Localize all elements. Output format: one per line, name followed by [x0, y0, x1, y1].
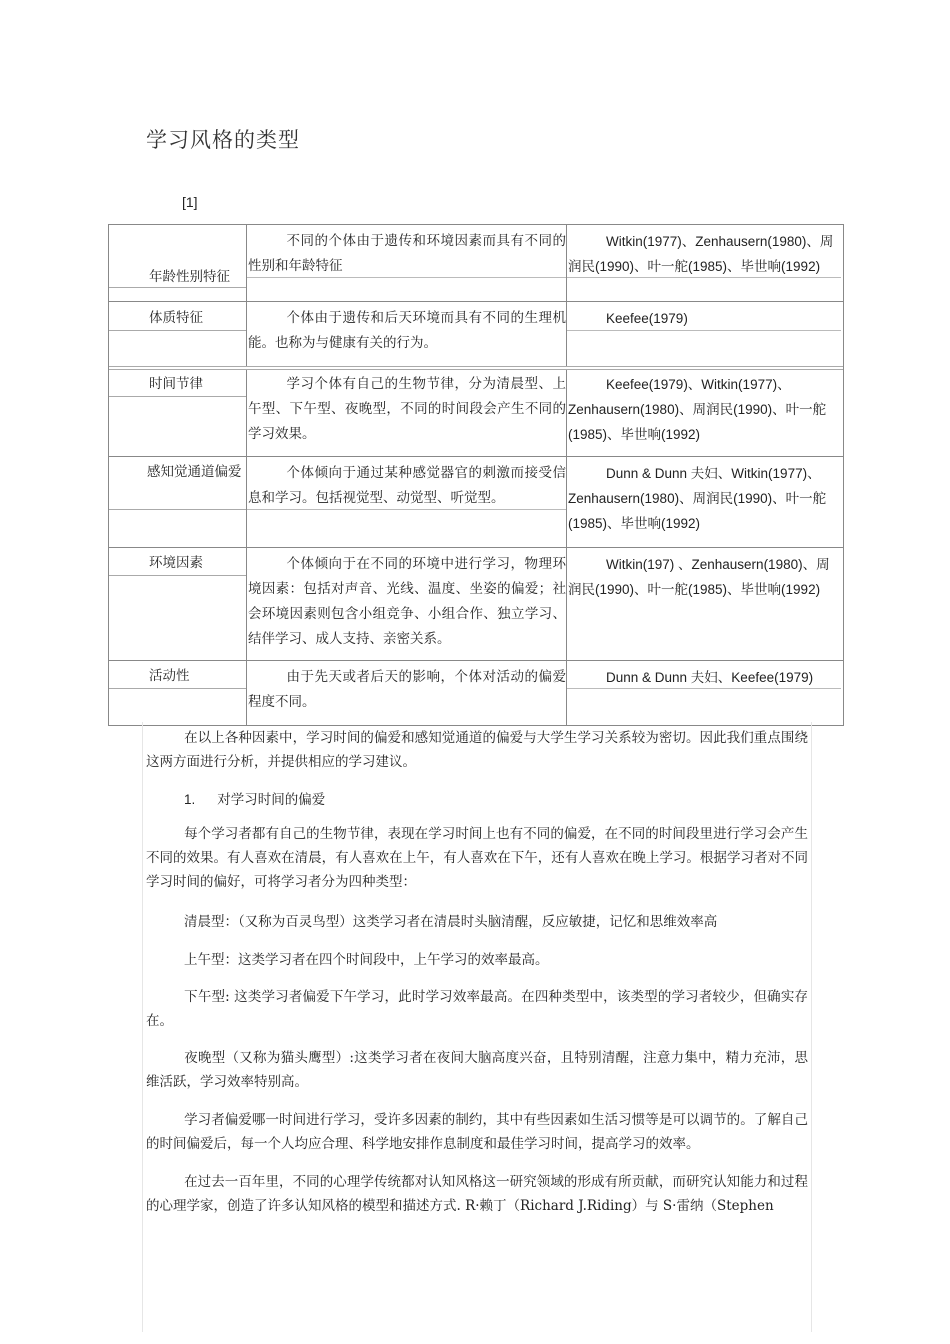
factor-cell: 活动性: [149, 668, 190, 684]
factor-cell: 环境因素: [149, 555, 203, 571]
description-cell: 不同的个体由于遗传和环境因素而具有不同的性别和年龄特征: [248, 233, 566, 274]
table-row: [109, 547, 843, 660]
description-cell: 学习个体有自己的生物节律，分为清晨型、上午型、下午型、夜晚型，不同的时间段会产生不同的学习效果。: [248, 376, 566, 442]
description-cell: 由于先天或者后天的影响，个体对活动的偏爱程度不同。: [248, 669, 566, 710]
paragraph: 清晨型：（又称为百灵鸟型）这类学习者在清晨时头脑清醒，反应敏捷，记忆和思维效率高: [184, 914, 718, 930]
description-cell: 个体由于遗传和后天环境而具有不同的生理机能。也称为与健康有关的行为。: [248, 310, 566, 351]
table-row: [109, 366, 843, 456]
paragraph: 在以上各种因素中，学习时间的偏爱和感知觉通道的偏爱与大学生学习关系较为密切。因此我们重点围绕这两方面进行分析，并提供相应的学习建议。: [146, 730, 808, 770]
section-number: 1.: [184, 792, 196, 807]
description-cell: 个体倾向于通过某种感觉器官的刺激而接受信息和学习。包括视觉型、动觉型、听觉型。: [248, 465, 566, 506]
page-title: 学习风格的类型: [146, 128, 300, 152]
section-heading-text: 对学习时间的偏爱: [217, 792, 326, 808]
factor-cell: 感知觉通道偏爱: [147, 464, 242, 480]
researchers-cell: Keefee(1979)、Witkin(1977)、Zenhausern(1980)、周润民(1990)、叶一舵(1985)、毕世响(1992): [568, 377, 827, 442]
researchers-cell: Witkin(1977)、Zenhausern(1980)、周润民(1990)、叶一舵(1985)、毕世响(1992): [568, 234, 834, 274]
paragraph: 在过去一百年里，不同的心理学传统都对认知风格这一研究领域的形成有所贡献，而研究认知能力和过程的心理学家，创造了许多认知风格的模型和描述方式. R·赖丁（Richard J.Riding）与 S·雷纳（Stephen: [146, 1174, 808, 1214]
description-cell: 个体倾向于在不同的环境中进行学习，物理环境因素：包括对声音、光线、温度、坐姿的偏爱；社会环境因素则包含小组竞争、小组合作、独立学习、结伴学习、成人支持、亲密关系。: [248, 556, 566, 647]
paragraph: 学习者偏爱哪一时间进行学习，受许多因素的制约，其中有些因素如生活习惯等是可以调节的。了解自己的时间偏爱后，每一个人均应合理、科学地安排作息制度和最佳学习时间，提高学习的效率。: [146, 1112, 808, 1152]
paragraph: 上午型：这类学习者在四个时间段中，上午学习的效率最高。: [184, 952, 549, 968]
paragraph: 夜晚型（又称为猫头鹰型）:这类学习者在夜间大脑高度兴奋，且特别清醒，注意力集中，精力充沛，思维活跃，学习效率特别高。: [146, 1050, 808, 1090]
factor-cell: 体质特征: [149, 310, 203, 326]
table-row: [109, 456, 843, 547]
paragraph: 每个学习者都有自己的生物节律，表现在学习时间上也有不同的偏爱，在不同的时间段里进行学习会产生不同的效果。有人喜欢在清晨，有人喜欢在上午，有人喜欢在下午，还有人喜欢在晚上学习。根据学习者对不同学习时间的偏好，可将学习者分为四种类型：: [146, 826, 808, 890]
factor-cell: 时间节律: [149, 376, 203, 392]
researchers-cell: Dunn & Dunn 夫妇、Witkin(1977)、Zenhausern(1980)、周润民(1990)、叶一舵(1985)、毕世响(1992): [568, 466, 827, 531]
table-row: [109, 301, 843, 366]
table-row: [109, 225, 843, 301]
researchers-cell: Keefee(1979): [606, 311, 688, 326]
table-row: [109, 660, 843, 725]
learning-style-table: [108, 224, 844, 726]
researchers-cell: Dunn & Dunn 夫妇、Keefee(1979): [606, 670, 814, 685]
factor-cell: 年龄性别特征: [149, 269, 230, 285]
paragraph: 下午型: 这类学习者偏爱下午学习，此时学习效率最高。在四种类型中，该类型的学习者较少，但确实存在。: [146, 989, 808, 1029]
researchers-cell: Witkin(197) 、Zenhausern(1980)、周润民(1990)、叶一舵(1985)、毕世响(1992): [568, 557, 830, 597]
section-heading: [146, 788, 808, 812]
reference-marker: [1]: [182, 194, 198, 210]
